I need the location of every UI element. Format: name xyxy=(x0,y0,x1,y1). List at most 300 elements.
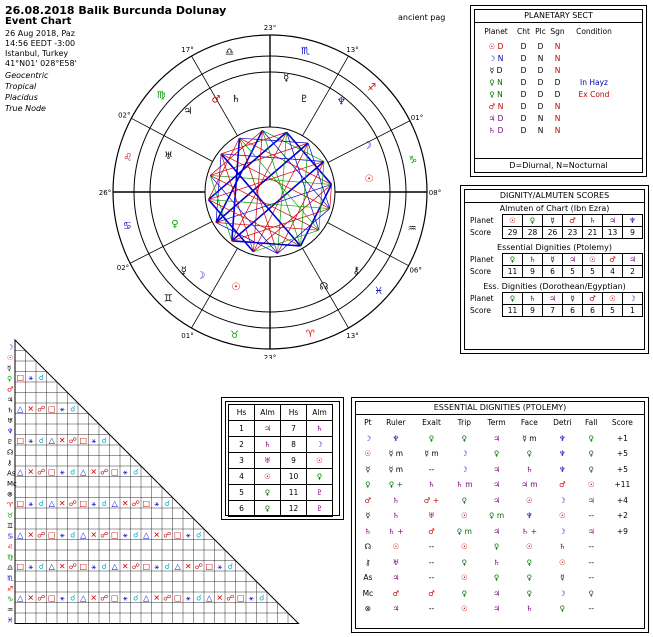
aspect-symbol: ☍ xyxy=(37,404,46,414)
almuten-header: Alm xyxy=(307,405,333,421)
dignity-cell: ♆ xyxy=(392,433,400,443)
planet-icon: ☿ xyxy=(563,293,583,305)
dignity-cell: ☉ xyxy=(559,557,566,567)
planet-icon: ♅ xyxy=(164,151,173,163)
aspect-symbol: □ xyxy=(16,373,25,382)
point-icon: ☊ xyxy=(364,542,372,552)
aspect-symbol: ☌ xyxy=(38,499,44,508)
aspect-symbol: ☌ xyxy=(196,530,202,540)
ptolemy-row xyxy=(358,539,642,555)
aspect-symbol: ⚹ xyxy=(185,593,191,603)
planet-icon: ♇ xyxy=(307,501,333,517)
aspect-symbol: □ xyxy=(16,436,25,445)
sect-sgn: N xyxy=(554,65,561,75)
zodiac-sign-icon: ♍ xyxy=(156,89,166,101)
aspect-symbol: ☌ xyxy=(133,593,139,603)
aspect-symbol: ☍ xyxy=(100,467,109,477)
sect-footer: D=Diurnal, N=Nocturnal xyxy=(475,158,642,170)
planet-icon: ♇ xyxy=(307,485,333,501)
zodiac-sign-icon: ♒ xyxy=(407,223,417,235)
score-value: 29 xyxy=(503,227,523,239)
ptolemy-header: Term xyxy=(487,418,506,428)
dignity-cell: ☿ xyxy=(560,573,565,583)
dignity-cell: -- xyxy=(428,464,435,474)
dignity-sec2: Essential Dignities (Ptolemy) xyxy=(497,243,612,252)
point-icon: ⊗ xyxy=(364,604,372,614)
aspect-symbol: ✕ xyxy=(121,562,129,571)
aspect-symbol: ☌ xyxy=(259,593,265,603)
score-value: 7 xyxy=(543,305,563,317)
aspect-symbol: △ xyxy=(143,593,150,603)
dignity-cell: -- xyxy=(588,542,594,552)
house-cusp xyxy=(327,223,408,266)
dignity-cell: ♂ xyxy=(428,526,435,536)
almuten-header: Hs xyxy=(229,405,255,421)
dignity-cell: ♃ xyxy=(493,495,500,505)
dignity-cell: -- xyxy=(428,604,435,614)
dignity-title: DIGNITY/ALMUTEN SCORES xyxy=(465,190,644,203)
sect-title: PLANETARY SECT xyxy=(475,10,642,23)
score-value: 9 xyxy=(523,305,543,317)
aspect-symbol: ⚹ xyxy=(59,593,65,603)
aspect-symbol: ☍ xyxy=(163,593,172,603)
ptolemy-row xyxy=(358,555,642,571)
sect-plc: N xyxy=(537,53,544,63)
grid-row-icon: ♇ xyxy=(7,438,14,446)
ptolemy-row xyxy=(358,601,642,617)
grid-row-icon: ☽ xyxy=(7,343,14,352)
planet-icon: ♄ xyxy=(523,293,543,305)
sect-condition xyxy=(566,100,622,112)
aspect-symbol: ✕ xyxy=(90,467,98,477)
grid-row-icon: ♄ xyxy=(7,406,14,415)
aspect-symbol: □ xyxy=(173,530,182,540)
grid-row-icon: ♂ xyxy=(7,385,14,394)
planet-icon: ☉ xyxy=(364,174,374,186)
aspect-symbol: □ xyxy=(47,593,56,603)
aspect-symbol: ☍ xyxy=(68,436,77,445)
aspect-symbol: △ xyxy=(17,404,24,414)
grid-row-icon: Mc xyxy=(7,480,17,488)
house-number: 11 xyxy=(281,485,307,501)
dignity-cell: ☉ xyxy=(460,511,468,521)
almuten-row xyxy=(229,469,333,485)
grid-row-icon: ♈ xyxy=(7,501,14,509)
aspect-symbol: △ xyxy=(80,467,87,477)
cusp-degree: 01° xyxy=(181,331,194,340)
aspect-symbol: △ xyxy=(111,562,118,571)
ptolemy-table xyxy=(358,415,642,617)
score-value: 5 xyxy=(563,266,583,278)
aspect-line xyxy=(253,230,318,252)
zodiac-sign-icon: ♑ xyxy=(408,155,418,167)
dignity-cell: ♀ xyxy=(588,588,594,598)
aspect-symbol: △ xyxy=(174,562,181,571)
dignity-cell: ♄ xyxy=(392,495,400,505)
aspect-symbol: ✕ xyxy=(121,499,129,508)
aspect-symbol: □ xyxy=(110,593,119,603)
aspect-symbol: ✕ xyxy=(90,593,98,603)
chart-wheel xyxy=(92,25,448,359)
planet-icon: ♀ xyxy=(171,218,179,230)
zodiac-sign-icon: ♉ xyxy=(230,330,240,342)
planet-icon: ☿ xyxy=(180,265,187,277)
zodiac-sign-icon: ♋ xyxy=(122,220,132,232)
dignity-cell: ♃ xyxy=(493,433,500,443)
dignity-cell: ☉ xyxy=(587,480,595,490)
dignity-table-3 xyxy=(467,292,643,317)
aspect-symbol: ☌ xyxy=(38,562,44,571)
aspect-symbol: ☍ xyxy=(37,593,46,603)
aspect-symbol: △ xyxy=(206,593,213,603)
sect-condition xyxy=(566,112,622,124)
ptolemy-row xyxy=(358,493,642,509)
planet-icon: ⚷ xyxy=(352,265,360,277)
dignity-cell: ♂ xyxy=(392,588,400,598)
ptolemy-panel xyxy=(351,397,649,633)
sect-row xyxy=(477,88,622,100)
dignity-cell: ☉ xyxy=(559,511,566,521)
grid-row-icon: ♆ xyxy=(7,427,14,436)
grid-row-icon: ⚷ xyxy=(7,459,13,467)
score-value: 21 xyxy=(583,227,603,239)
dignity-cell: ☉ xyxy=(460,604,468,614)
sect-sgn: N xyxy=(554,41,561,51)
grid-row-icon: ♏ xyxy=(7,574,14,583)
ptolemy-row xyxy=(358,586,642,602)
sect-plc: N xyxy=(537,125,544,135)
planet-icon: ♀ xyxy=(307,469,333,485)
aspect-symbol: ☍ xyxy=(226,593,235,603)
dignity-cell: ♆ xyxy=(559,433,566,443)
almuten-row xyxy=(229,437,333,453)
point-icon: ☽ xyxy=(364,433,372,443)
score-value: 11 xyxy=(503,305,523,317)
zodiac-sign-icon: ♊ xyxy=(163,293,173,305)
score-label: Score xyxy=(470,228,492,237)
planet-icon: ♃ xyxy=(183,105,193,117)
dignity-cell: ♀ xyxy=(588,449,594,459)
planet-icon: ☊ xyxy=(319,281,329,293)
place-line: Istanbul, Turkey xyxy=(5,49,69,58)
planet-icon: ♅ xyxy=(255,453,281,469)
sect-cht: D xyxy=(520,41,527,51)
grid-row-icon: ♊ xyxy=(7,522,14,530)
zodiac-sign-icon: ♐ xyxy=(367,82,377,94)
aspect-symbol: ☌ xyxy=(38,436,44,445)
dignity-cell: -- xyxy=(428,542,435,552)
planet-icon: ♀ xyxy=(503,293,523,305)
aspect-symbol: ☍ xyxy=(194,562,203,571)
score-value: 13 xyxy=(603,227,623,239)
zodiac-sign-icon: ♏ xyxy=(300,45,310,57)
aspect-symbol: ☍ xyxy=(68,562,77,571)
dignity-cell: ♀ m xyxy=(456,526,472,536)
house-number: 3 xyxy=(229,453,255,469)
aspect-symbol: ⚹ xyxy=(28,373,34,382)
dignity-cell: ☉ xyxy=(460,542,468,552)
score-value: 6 xyxy=(543,266,563,278)
dignity-cell: -- xyxy=(428,557,435,567)
dignity-cell: ♃ xyxy=(392,573,400,583)
ptolemy-header: Detri xyxy=(553,418,572,428)
planet-label: Planet xyxy=(470,255,494,264)
aspect-symbol: △ xyxy=(80,530,87,540)
aspect-symbol: ✕ xyxy=(27,593,35,603)
house-number: 12 xyxy=(281,501,307,517)
score-value: 6 xyxy=(563,305,583,317)
score-value: +11 xyxy=(614,480,631,490)
ptolemy-row xyxy=(358,508,642,524)
aspect-symbol: ✕ xyxy=(27,404,35,414)
planet-icon: ♄ xyxy=(255,437,281,453)
planet-icon: ♀ xyxy=(255,501,281,517)
aspect-symbol: ☌ xyxy=(133,530,139,540)
house-number: 9 xyxy=(281,453,307,469)
aspect-symbol: ✕ xyxy=(58,562,66,571)
dignity-table-1 xyxy=(467,214,643,239)
almuten-header: Alm xyxy=(255,405,281,421)
aspect-symbol: △ xyxy=(48,562,55,571)
aspect-symbol: □ xyxy=(47,467,56,477)
score-value xyxy=(603,601,642,617)
aspect-symbol: ✕ xyxy=(27,467,35,477)
aspect-symbol: ☍ xyxy=(100,593,109,603)
dignity-cell: ♄ + xyxy=(388,526,404,536)
dignity-cell: ♀ xyxy=(493,449,500,459)
dignity-cell: ♆ xyxy=(559,449,566,459)
house-number: 8 xyxy=(281,437,307,453)
sect-plc: D xyxy=(537,77,544,87)
planet-label: Planet xyxy=(470,294,494,303)
planet-icon: ♀ xyxy=(523,215,543,227)
sect-row xyxy=(477,76,622,88)
dignity-cell: ♅ xyxy=(428,511,435,521)
grid-row-icon: ⊗ xyxy=(7,490,13,499)
house-number: 4 xyxy=(229,469,255,485)
aspect-symbol: ✕ xyxy=(27,530,35,540)
planet-icon: ♇ xyxy=(299,94,309,106)
sect-h-plc: Plc xyxy=(535,26,546,36)
score-value: 2 xyxy=(623,266,643,278)
dignity-cell: ♀ xyxy=(526,573,533,583)
planet-icon: ♀ N xyxy=(489,89,503,99)
aspect-symbol: ⚹ xyxy=(154,562,160,571)
planet-icon: ♆ xyxy=(623,215,643,227)
sect-rows xyxy=(477,40,622,136)
grid-row-icon: ♓ xyxy=(7,616,14,625)
planet-icon: ♃ D xyxy=(488,113,504,123)
score-value: 9 xyxy=(523,266,543,278)
score-value xyxy=(603,586,642,602)
sect-condition: In Hayz xyxy=(580,77,608,87)
dignity-cell: ☉ xyxy=(525,542,533,552)
score-value: 4 xyxy=(603,266,623,278)
dignity-cell: ♀ xyxy=(526,588,533,598)
sect-row xyxy=(477,64,622,76)
almuten-row xyxy=(229,453,333,469)
house-number: 6 xyxy=(229,501,255,517)
aspect-symbol: ⚹ xyxy=(59,467,65,477)
planet-icon: ♃ xyxy=(603,215,623,227)
zodiac-sign-icon: ♓ xyxy=(374,286,384,298)
sect-plc: D xyxy=(537,101,544,111)
sect-sgn: N xyxy=(554,113,561,123)
aspect-symbol: □ xyxy=(236,593,245,603)
dignity-cell: ☿ m xyxy=(522,433,537,443)
sect-sgn: N xyxy=(554,53,561,63)
planet-icon: ☽ xyxy=(307,437,333,453)
ptolemy-row xyxy=(358,570,642,586)
sect-h-planet: Planet xyxy=(484,26,508,36)
aspect-symbol: ☌ xyxy=(70,467,76,477)
planet-icon: ☉ D xyxy=(488,41,504,51)
score-value xyxy=(603,570,642,586)
dignity-cell: ♀ xyxy=(526,449,533,459)
cusp-degree: 23° xyxy=(263,25,277,32)
dignity-cell: -- xyxy=(588,604,594,614)
score-value: +1 xyxy=(616,433,628,443)
coords-line: 41°N01' 028°E58' xyxy=(5,59,77,68)
planet-icon: ☽ xyxy=(196,270,206,282)
aspect-symbol: ⚹ xyxy=(59,404,65,414)
aspect-line xyxy=(301,184,332,246)
aspect-symbol: △ xyxy=(143,530,150,540)
ptolemy-header: Pt xyxy=(364,418,372,428)
dignity-cell: ♄ xyxy=(392,511,400,521)
planet-icon: ☿ xyxy=(283,73,290,85)
aspect-symbol: ✕ xyxy=(216,593,224,603)
planet-icon: ☉ xyxy=(255,469,281,485)
score-value: 9 xyxy=(623,227,643,239)
dignity-cell: ♀ xyxy=(461,433,468,443)
aspect-symbol: ☌ xyxy=(70,593,76,603)
aspect-symbol: ☌ xyxy=(101,499,107,508)
point-icon: Mc xyxy=(362,588,374,598)
planet-icon: ☉ xyxy=(583,254,603,266)
point-icon: ☉ xyxy=(364,449,372,459)
dignity-cell: ♄ m xyxy=(456,480,473,490)
aspect-symbol: □ xyxy=(110,530,119,540)
aspect-symbol: ⚹ xyxy=(185,530,191,540)
point-icon: ♀ xyxy=(365,480,371,490)
ptolemy-row xyxy=(358,446,642,462)
house-number: 10 xyxy=(281,469,307,485)
aspect-symbol: △ xyxy=(48,499,55,508)
dignity-cell: ♃ xyxy=(493,604,500,614)
aspect-symbol: ☌ xyxy=(70,404,76,414)
planet-icon: ☿ D xyxy=(489,65,503,75)
dignity-cell: ♄ xyxy=(493,557,500,567)
almuten-row xyxy=(229,421,333,437)
dignity-cell: ♄ xyxy=(559,542,566,552)
aspect-symbol: □ xyxy=(173,593,182,603)
sect-row xyxy=(477,40,622,52)
chart-title: 26.08.2018 Balik Burcunda Dolunay xyxy=(5,4,227,17)
aspect-symbol: ⚹ xyxy=(248,593,254,603)
aspect-symbol: □ xyxy=(16,562,25,571)
sect-condition xyxy=(566,40,622,52)
grid-row-icon: ♐ xyxy=(7,585,14,593)
aspect-symbol: ☌ xyxy=(38,373,44,382)
aspect-symbol: ✕ xyxy=(153,593,161,603)
planet-icon: ♃ xyxy=(543,293,563,305)
ptolemy-row xyxy=(358,462,642,478)
sect-sgn: N xyxy=(554,101,561,111)
aspect-symbol: ⚹ xyxy=(91,499,97,508)
aspect-symbol: ⚹ xyxy=(122,530,128,540)
grid-row-icon: ♃ xyxy=(7,396,14,404)
grid-row-icon: ♑ xyxy=(7,595,14,604)
zodiac-sign-icon: ♈ xyxy=(305,328,315,340)
planet-icon: ♂ xyxy=(603,254,623,266)
score-value: +5 xyxy=(616,464,628,474)
grid-row-icon: ♅ xyxy=(7,417,14,425)
dignity-cell: ♃ xyxy=(587,495,595,505)
aspect-symbol: ⚹ xyxy=(217,562,223,571)
planet-icon: ♀ N xyxy=(489,77,503,87)
dignity-cell: ☿ m xyxy=(388,449,404,459)
sect-condition xyxy=(566,52,622,64)
aspect-line xyxy=(210,175,232,240)
dignity-cell: ♄ xyxy=(428,480,435,490)
time-line: 14:56 EEDT -3:00 xyxy=(5,39,76,48)
dignity-cell: ♀ xyxy=(461,557,468,567)
aspect-symbol: □ xyxy=(16,499,25,508)
aspect-symbol: ⚹ xyxy=(154,499,160,508)
aspect-symbol: ☍ xyxy=(37,530,46,540)
aspect-symbol: ☌ xyxy=(133,467,139,477)
planet-icon: ♄ xyxy=(231,94,241,106)
sect-h-cht: Cht xyxy=(517,26,530,36)
score-value: 26 xyxy=(543,227,563,239)
dignity-table-2 xyxy=(467,253,643,278)
score-value: 23 xyxy=(563,227,583,239)
aspect-symbol: ☍ xyxy=(131,499,140,508)
dignity-cell: ☽ xyxy=(559,495,566,505)
planet-icon: ♄ xyxy=(583,215,603,227)
dignity-cell: -- xyxy=(428,573,435,583)
point-icon: ☿ xyxy=(365,464,371,474)
aspect-symbol: △ xyxy=(17,467,24,477)
sect-sgn: D xyxy=(554,89,561,99)
dignity-cell: ♄ xyxy=(525,464,533,474)
grid-row-icon: ☿ xyxy=(7,364,12,373)
dignity-cell: ☿ m xyxy=(424,449,439,459)
dignity-cell: ☿ m xyxy=(388,464,404,474)
score-value: +4 xyxy=(616,495,628,505)
aspect-symbol: ✕ xyxy=(90,530,98,540)
aspect-symbol: △ xyxy=(17,530,24,540)
dignity-cell: ♆ xyxy=(525,511,533,521)
aspect-symbol: ⚹ xyxy=(91,436,97,445)
aspect-symbol: ✕ xyxy=(58,499,66,508)
sect-sgn: N xyxy=(554,125,561,135)
point-icon: ⚷ xyxy=(365,557,371,567)
cusp-degree: 26° xyxy=(98,189,112,197)
aspect-symbol: □ xyxy=(47,404,56,414)
ptolemy-header: Score xyxy=(611,418,633,428)
aspect-symbol: ⚹ xyxy=(91,562,97,571)
grid-row-icon: ♎ xyxy=(7,564,14,572)
aspect-symbol: ☌ xyxy=(101,436,107,445)
planet-icon: ♄ D xyxy=(488,125,504,135)
house-almuten-panel xyxy=(221,397,344,520)
planet-icon: ♂ xyxy=(211,94,221,106)
dignity-cell: ♄ + xyxy=(521,526,538,536)
dignity-cell: ☉ xyxy=(460,573,468,583)
planet-icon: ☉ xyxy=(307,453,333,469)
